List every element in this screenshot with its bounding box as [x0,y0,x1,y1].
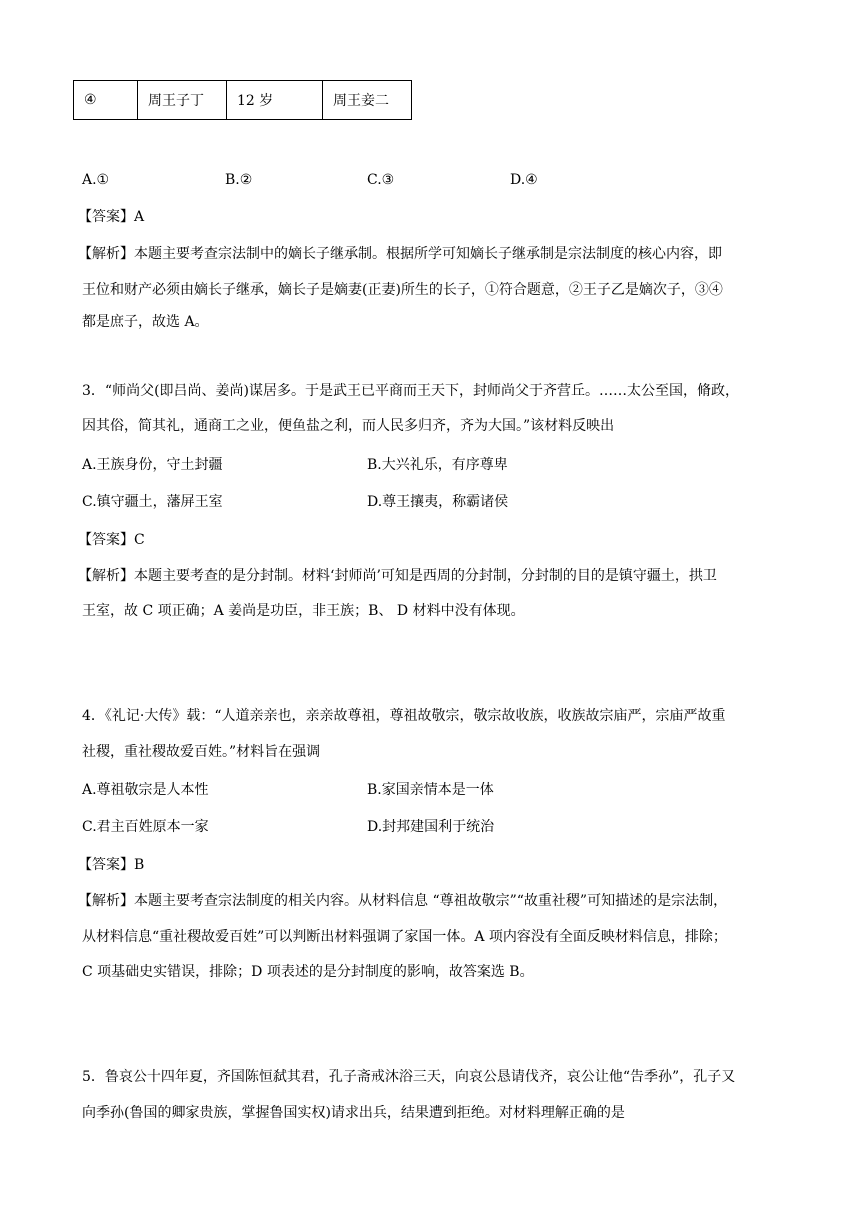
table-cell: 周王妾二 [323,81,412,120]
q3-stem-line: 3．“师尚父(即吕尚、姜尚)谋居多。于是武王已平商而王天下，封师尚父于齐营丘。……太公至国，脩政， [82,383,739,399]
q4-stem-line: 4．《礼记·大传》载：“人道亲亲也，亲亲故尊祖，尊祖故敬宗，敬宗故收族，收族故宗庙严，宗庙严故重 [82,708,726,724]
q2-option-a: A.① [82,172,110,188]
q4-explain-line: C 项基础史实错误，排除；D 项表述的是分封制度的影响，故答案选 B。 [82,964,534,980]
q3-option-b: B.大兴礼乐，有序尊卑 [367,457,508,473]
table-cell: 周王子丁 [138,81,227,120]
q3-option-c: C.镇守疆土，藩屏王室 [82,494,223,510]
q4-stem-line: 社稷，重社稷故爱百姓。”材料旨在强调 [82,744,321,760]
table-row [74,81,412,120]
q3-stem-line: 因其俗，简其礼，通商工之业，便鱼盐之利，而人民多归齐，齐为大国。”该材料反映出 [82,418,615,434]
q4-explain-line: 从材料信息“重社稷故爱百姓”可以判断出材料强调了家国一体。A 项内容没有全面反映材料信息，排除； [82,929,727,945]
succession-table [73,80,412,120]
table-cell: ④ [74,81,138,120]
q2-answer: 【答案】A [78,209,145,225]
q2-explain-line: 【解析】本题主要考查宗法制中的嫡长子继承制。根据所学可知嫡长子继承制是宗法制度的核心内容，即 [78,246,722,262]
q3-answer: 【答案】C [78,532,145,548]
table-cell: 12 岁 [227,81,323,120]
q3-option-a: A.王族身份，守土封疆 [82,457,223,473]
q4-option-a: A.尊祖敬宗是人本性 [82,782,209,798]
q2-option-d: D.④ [510,172,538,188]
q4-explain-line: 【解析】本题主要考查宗法制度的相关内容。从材料信息 “尊祖故敬宗”“故重社稷”可知描述的是宗法制， [78,893,728,909]
q3-explain-line: 【解析】本题主要考查的是分封制。材料‘封师尚’可知是西周的分封制，分封制的目的是镇守疆土，拱卫 [78,568,717,584]
q4-option-d: D.封邦建国利于统治 [367,819,495,835]
q4-answer: 【答案】B [78,857,145,873]
q2-option-b: B.② [225,172,253,188]
q2-explain-line: 王位和财产必须由嫡长子继承，嫡长子是嫡妻(正妻)所生的长子，①符合题意，②王子乙是嫡次子，③④ [82,282,723,298]
q5-stem-line: 5．鲁哀公十四年夏，齐国陈恒弑其君，孔子斋戒沐浴三天，向哀公恳请伐齐，哀公让他“告季孙”，孔子又 [82,1069,736,1085]
q2-explain-line: 都是庶子，故选 A。 [82,314,209,330]
q2-option-c: C.③ [367,172,395,188]
q3-explain-line: 王室，故 C 项正确；A 姜尚是功臣，非王族；B、 D 材料中没有体现。 [82,603,525,619]
q3-option-d: D.尊王攘夷，称霸诸侯 [367,494,509,510]
q4-option-c: C.君主百姓原本一家 [82,819,209,835]
q5-stem-line: 向季孙(鲁国的卿家贵族，掌握鲁国实权)请求出兵，结果遭到拒绝。对材料理解正确的是 [82,1105,625,1121]
q4-option-b: B.家国亲情本是一体 [367,782,494,798]
